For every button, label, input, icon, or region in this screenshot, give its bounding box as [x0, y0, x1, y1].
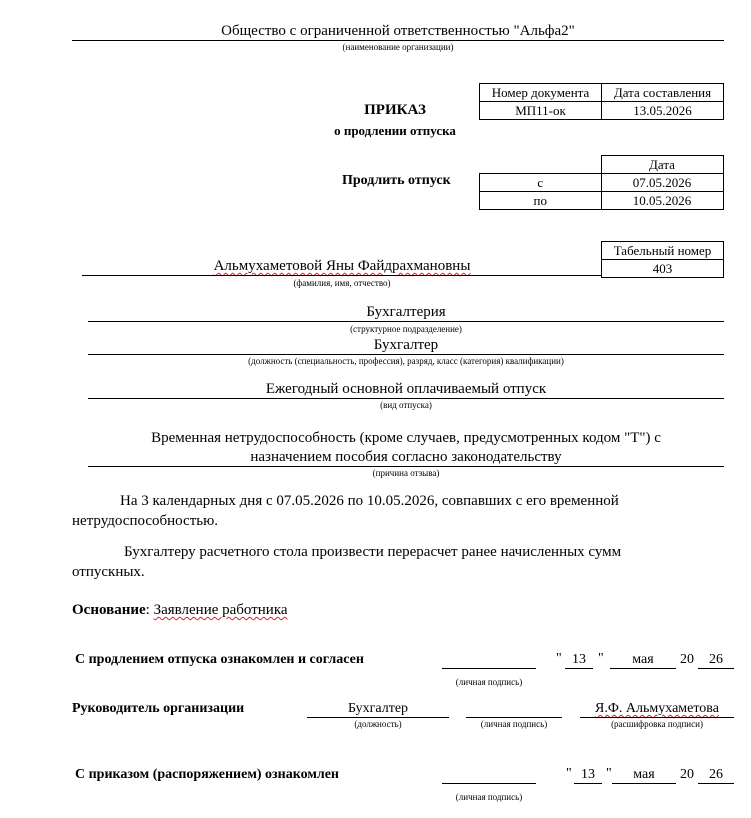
head-position-caption: (должность) — [354, 719, 402, 729]
doc-date-value: 13.05.2026 — [602, 102, 724, 120]
to-date: 10.05.2026 — [601, 192, 723, 210]
ack-extension-month: мая — [632, 652, 654, 667]
doc-number-value: МП11-ок — [480, 102, 602, 120]
employee-name-line — [82, 275, 602, 276]
leave-type: Ежегодный основной оплачиваемый отпуск — [265, 381, 547, 397]
paragraph-1-line-1: На 3 календарных дня с 07.05.2026 по 10.05.2026, совпавших с его временной — [120, 493, 619, 509]
paragraph-2-line-2: отпускных. — [72, 564, 145, 580]
ack-extension-century: 20 — [680, 652, 694, 667]
basis-label: Основание — [72, 602, 146, 618]
ack-order-year: 26 — [709, 767, 723, 782]
ack-extension-day-line — [565, 668, 593, 669]
basis — [72, 602, 288, 619]
tab-number-table — [601, 241, 724, 278]
document-subtitle: о продлении отпуска — [334, 123, 456, 138]
from-date: 07.05.2026 — [601, 174, 723, 192]
date-header: Дата — [601, 156, 723, 174]
position-caption: (должность (специальность, профессия), разряд, класс (категория) квалификации) — [248, 356, 564, 366]
ack-extension-quote-close: " — [598, 651, 604, 666]
tab-number-value: 403 — [602, 260, 724, 278]
ack-order-month-line — [612, 783, 676, 784]
ack-order-quote-open: " — [566, 766, 572, 781]
ack-extension-day: 13 — [572, 652, 586, 667]
head-signature-line — [466, 717, 562, 718]
employee-name-text: Альмухаметовой Яны Файдрахмановны — [213, 258, 471, 274]
basis-colon: : — [145, 602, 150, 618]
ack-order-month: мая — [633, 767, 655, 782]
employee-name — [82, 258, 602, 275]
ack-order-label: С приказом (распоряжением) ознакомлен — [75, 767, 339, 782]
head-decoding-caption: (расшифровка подписи) — [611, 719, 703, 729]
leave-type-caption: (вид отпуска) — [380, 400, 432, 410]
ack-order-signature-line — [442, 783, 536, 784]
reason-line-2: назначением пособия согласно законодательству — [250, 449, 562, 465]
head-decoding-line — [580, 717, 734, 718]
organization-name: Общество с ограниченной ответственностью "Альфа2" — [221, 23, 575, 39]
reason-line-1: Временная нетрудоспособность (кроме случаев, предусмотренных кодом "Т") с — [151, 430, 661, 446]
department-caption: (структурное подразделение) — [350, 324, 462, 334]
organization-name-line — [72, 40, 724, 41]
reason-line — [88, 466, 724, 467]
head-signature-caption: (личная подпись) — [480, 719, 548, 729]
to-label: по — [480, 192, 602, 210]
organization-caption: (наименование организации) — [342, 42, 454, 52]
head-position: Бухгалтер — [347, 701, 409, 716]
ack-extension-year-line — [698, 668, 734, 669]
department-line — [88, 321, 724, 322]
ack-extension-year: 26 — [709, 652, 723, 667]
ack-order-quote-close: " — [606, 766, 612, 781]
doc-number-header: Номер документа — [480, 84, 602, 102]
leave-type-line — [88, 398, 724, 399]
head-label: Руководитель организации — [72, 701, 245, 716]
employee-name-caption: (фамилия, имя, отчество) — [293, 278, 391, 288]
department: Бухгалтерия — [366, 304, 446, 320]
extend-dates-table — [479, 155, 724, 210]
basis-value: Заявление работника — [153, 602, 288, 618]
ack-order-day-line — [574, 783, 602, 784]
ack-order-signature-caption: (личная подпись) — [455, 792, 523, 802]
position: Бухгалтер — [373, 337, 439, 353]
paragraph-2-line-1: Бухгалтеру расчетного стола произвести перерасчет ранее начисленных сумм — [124, 544, 622, 560]
ack-extension-month-line — [610, 668, 676, 669]
head-decoding — [580, 701, 734, 717]
document-number-table — [479, 83, 724, 120]
ack-order-century: 20 — [680, 767, 694, 782]
ack-order-year-line — [698, 783, 734, 784]
position-line — [88, 354, 724, 355]
ack-extension-quote-open: " — [556, 651, 562, 666]
tab-number-header: Табельный номер — [602, 242, 724, 260]
paragraph-1-line-2: нетрудоспособностью. — [72, 513, 219, 529]
document-title: ПРИКАЗ — [364, 102, 426, 118]
from-label: с — [480, 174, 602, 192]
extend-leave-label: Продлить отпуск — [342, 173, 451, 188]
doc-date-header: Дата составления — [602, 84, 724, 102]
ack-extension-signature-line — [442, 668, 536, 669]
ack-extension-label: С продлением отпуска ознакомлен и согласен — [75, 652, 364, 667]
ack-order-day: 13 — [581, 767, 595, 782]
ack-extension-signature-caption: (личная подпись) — [455, 677, 523, 687]
reason-caption: (причина отзыва) — [372, 468, 440, 478]
head-decoding-text: Я.Ф. Альмухаметова — [595, 701, 719, 716]
head-position-line — [307, 717, 449, 718]
